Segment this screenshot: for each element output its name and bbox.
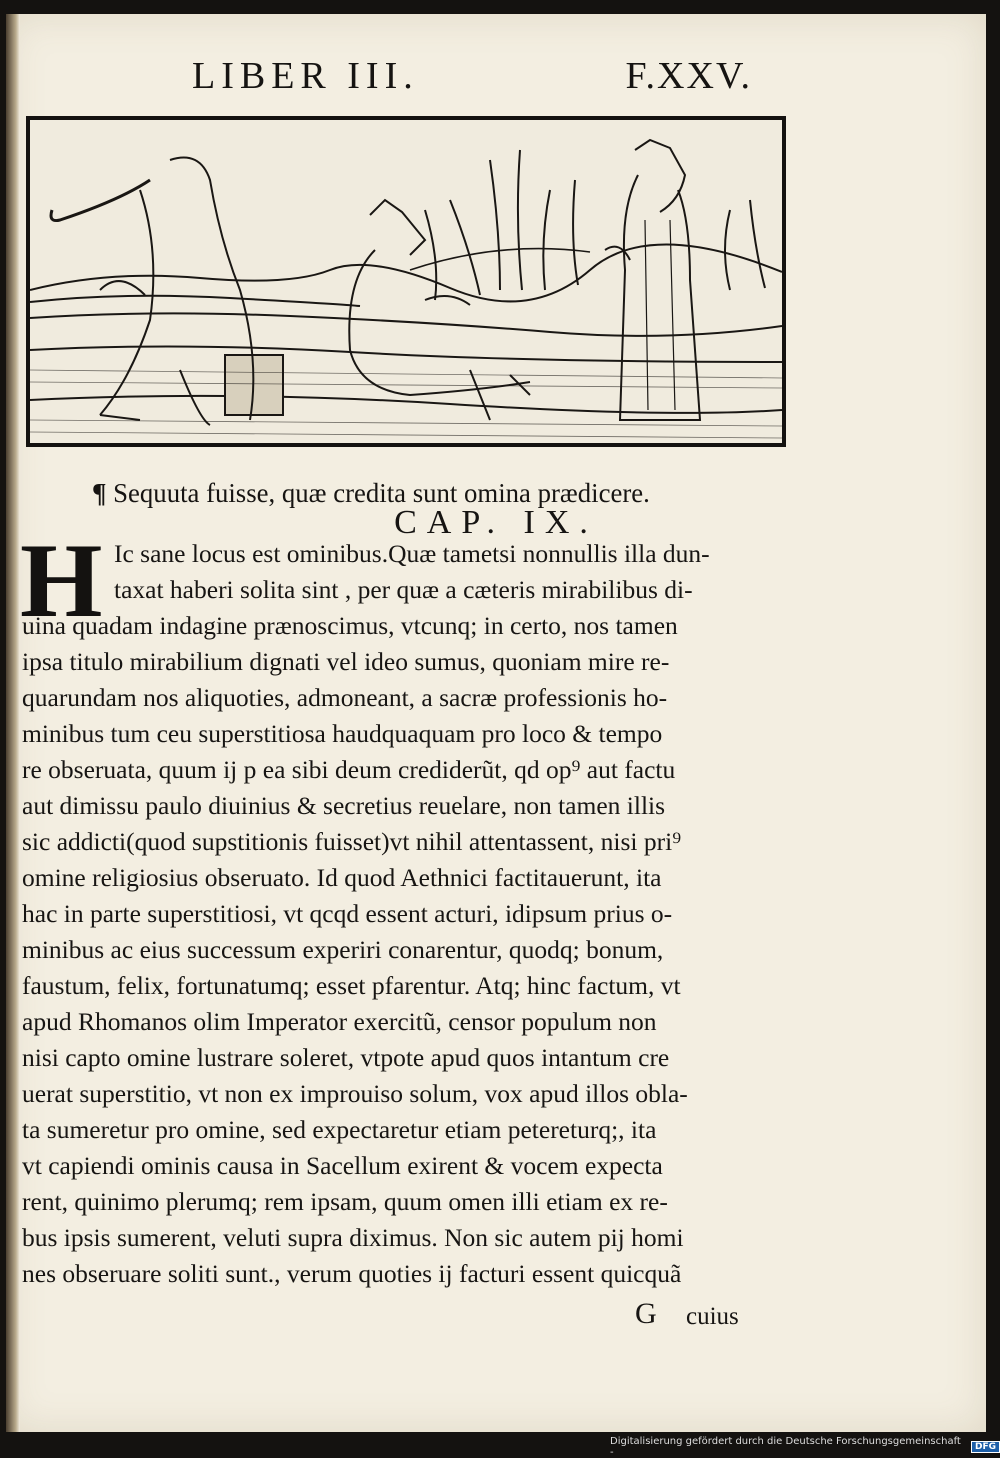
body-line: ta sumeretur pro omine, sed expectaretur etiam petereturq;, ita [22,1115,657,1144]
running-head [192,54,752,104]
woodcut-illustration-icon [30,120,782,443]
body-line: faustum, felix, fortunatumq; esset pfarentur. Atq; hinc factum, vt [22,971,681,1000]
body-line: omine religiosius obseruato. Id quod Aethnici factitauerunt, ita [22,863,662,892]
body-line: ipsa titulo mirabilium dignati vel ideo sumus, quoniam mire re- [22,647,670,676]
catchword: cuius [686,1303,739,1330]
digitization-footer [610,1436,1000,1458]
body-line: quarundam nos aliquoties, admoneant, a sacræ professionis ho- [22,683,668,712]
drop-cap-initial: H [20,522,103,639]
body-line: nes obseruare soliti sunt., verum quoties ij facturi essent quicquã [22,1259,682,1288]
woodcut-illustration [26,116,786,447]
body-line: apud Rhomanos olim Imperator exercitũ, censor populum non [22,1007,657,1036]
dfg-logo-icon: DFG [971,1441,1000,1453]
section-heading-text: Sequuta fuisse, quæ credita sunt omina prædicere. [113,478,650,508]
pilcrow-icon: ¶ [92,478,107,508]
body-line: taxat haberi solita sint , per quæ a cæteris mirabilibus di- [114,575,693,604]
running-head-liber: LIBER III. [192,55,419,97]
body-line: minibus ac eius successum experiri conarentur, quodq; bonum, [22,935,664,964]
body-line: sic addicti(quod supstitionis fuisset)vt nihil attentassent, nisi pri⁹ [22,827,682,856]
page-spine-shadow [6,14,20,1432]
body-line: rent, quinimo plerumq; rem ipsam, quum omen illi etiam ex re- [22,1187,668,1216]
body-line: nisi capto omine lustrare soleret, vtpote apud quos intantum cre [22,1043,670,1072]
body-line: bus ipsis sumerent, veluti supra diximus. Non sic autem pij homi [22,1223,684,1252]
body-line: minibus tum ceu superstitiosa haudquaquam pro loco & tempo [22,719,663,748]
body-line: Ic sane locus est ominibus.Quæ tametsi nonnullis illa dun- [114,539,710,568]
footer-text: Digitalisierung gefördert durch die Deutsche Forschungsgemeinschaft - [610,1436,961,1458]
body-line: aut dimissu paulo diuinius & secretius reuelare, non tamen illis [22,791,666,820]
body-line: uina quadam indagine prænoscimus, vtcunq; in certo, nos tamen [22,611,678,640]
body-line: uerat superstitio, vt non ex improuiso solum, vox apud illos obla- [22,1079,688,1108]
body-line: vt capiendi ominis causa in Sacellum exirent & vocem expecta [22,1151,663,1180]
body-line: hac in parte superstitiosi, vt qcqd essent acturi, idipsum prius o- [22,899,673,928]
chapter-heading: CAP. IX. [394,504,598,541]
body-line: re obseruata, quum ij p ea sibi deum crediderũt, qd op⁹ aut factu [22,755,676,784]
signature-mark: G [635,1297,657,1330]
running-head-folio: F.XXV. [625,55,752,97]
book-page [6,14,986,1432]
